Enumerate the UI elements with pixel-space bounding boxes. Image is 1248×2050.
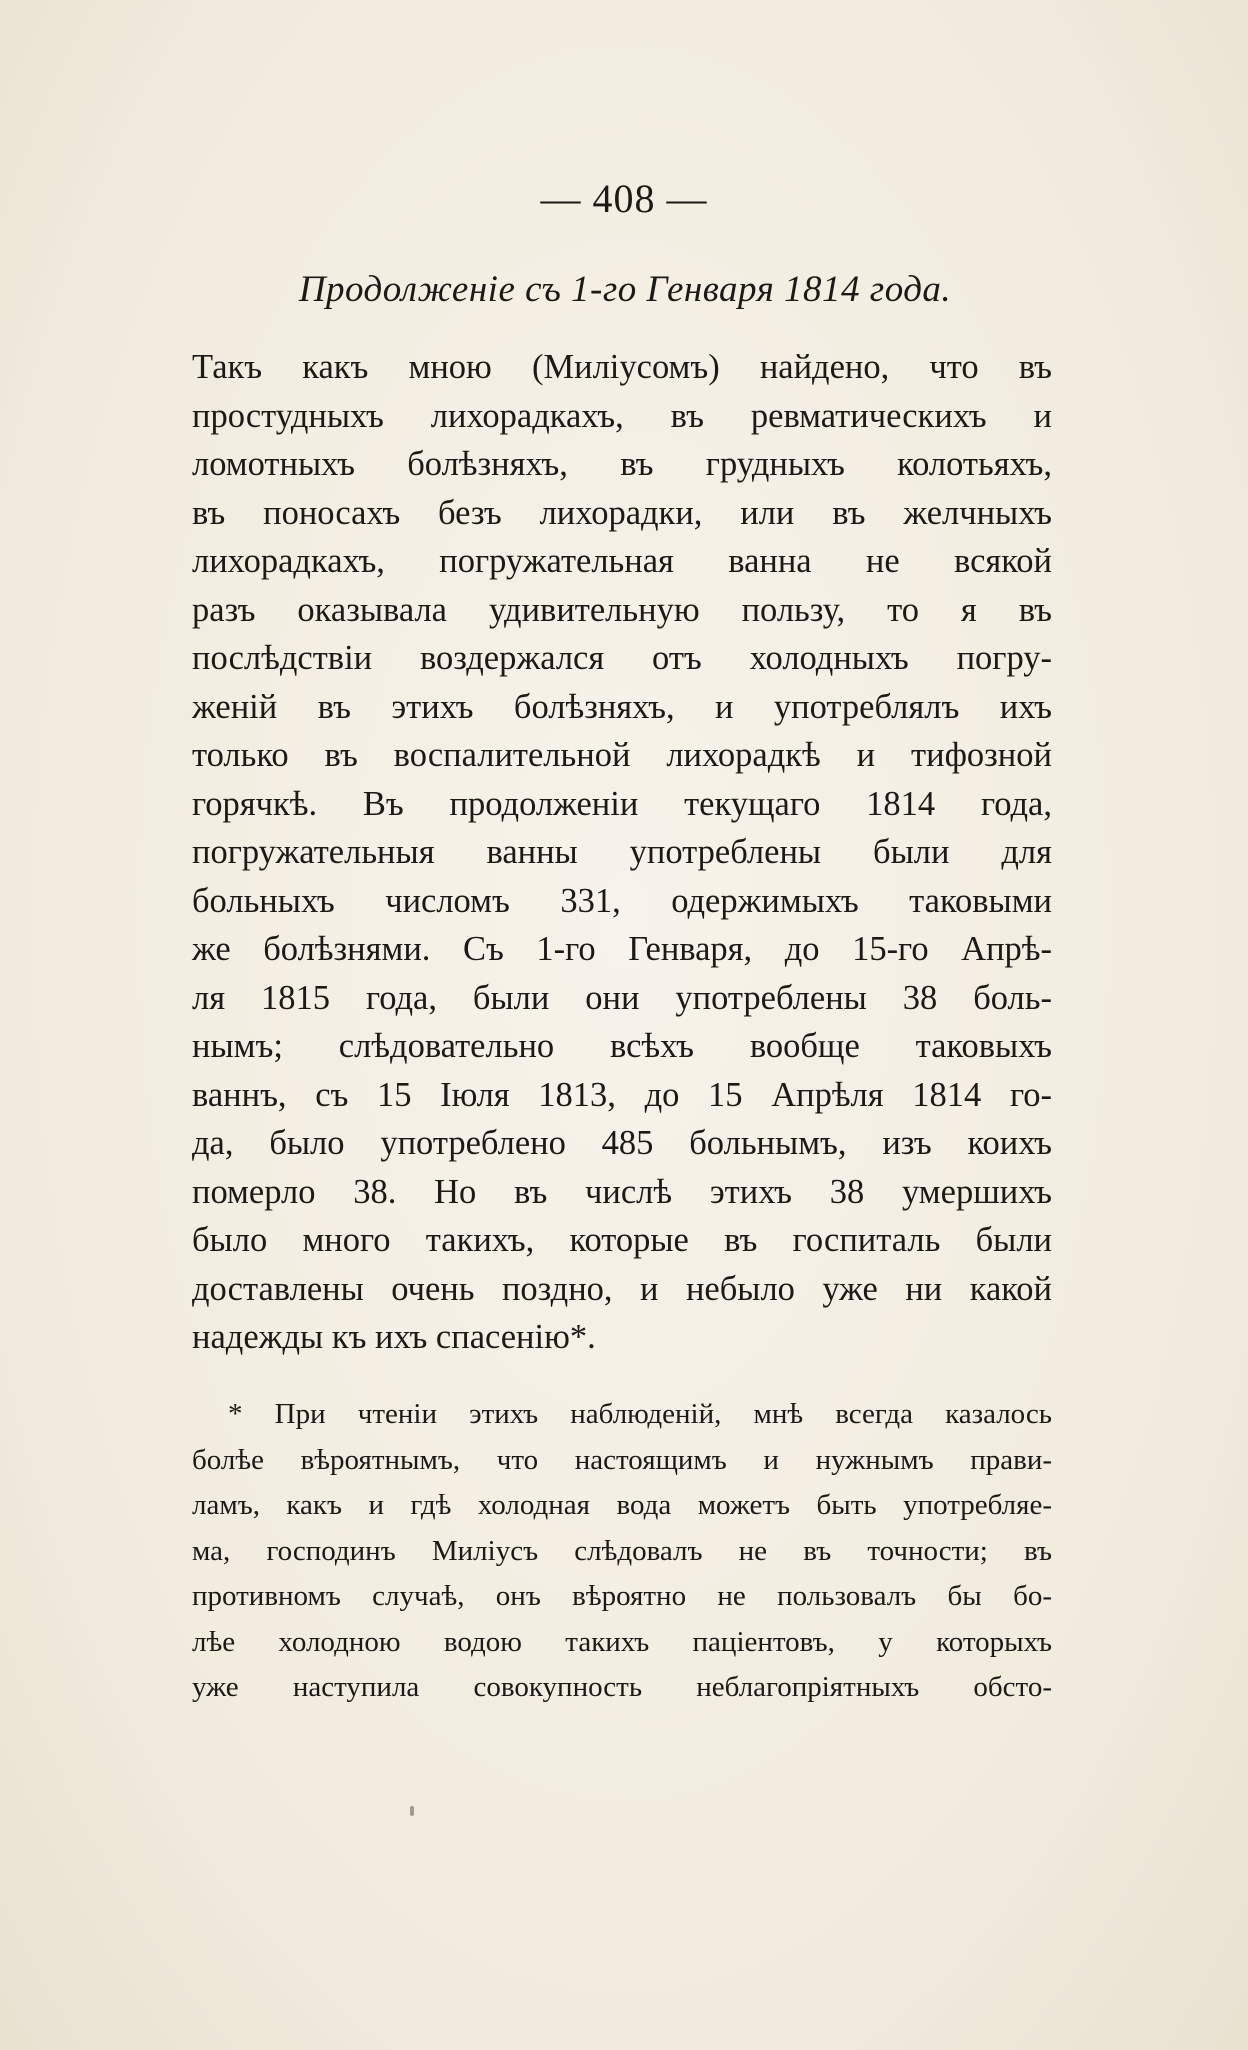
text-line: больныхъ числомъ 331, одержимыхъ таковыми	[192, 881, 1052, 920]
text-line: ля 1815 года, были они употреблены 38 боль-	[192, 978, 1052, 1017]
text-line: да, было употреблено 485 больнымъ, изъ коихъ	[192, 1124, 1052, 1162]
footnote-line: ламъ, какъ и гдѣ холодная вода можетъ быть употребляе-	[192, 1489, 1052, 1521]
footnote-line: лѣе холодною водою такихъ пацiентовъ, у которыхъ	[192, 1625, 1052, 1658]
text-line: въ поносахъ безъ лихорадки, или въ желчныхъ	[192, 493, 1052, 532]
text-line: нымъ; слѣдовательно всѣхъ вообще таковыхъ	[192, 1027, 1052, 1065]
footnote-block	[192, 1392, 1052, 1711]
text-line: женій въ этихъ болѣзняхъ, и употреблялъ ихъ	[192, 687, 1052, 726]
text-line: простудныхъ лихорадкахъ, въ ревматическихъ и	[192, 396, 1052, 435]
paper-speck	[410, 1806, 414, 1816]
text-line: только въ воспалительной лихорадкѣ и тифозной	[192, 736, 1052, 774]
text-line: доставлены очень поздно, и небыло уже ни какой	[192, 1269, 1052, 1308]
footnote-line: * При чтеніи этихъ наблюденій, мнѣ всегда казалось	[228, 1398, 1052, 1430]
page-number: — 408 —	[540, 176, 708, 221]
text-line: Такъ какъ мною (Миліусомъ) найдено, что въ	[192, 348, 1052, 386]
text-line: ваннъ, съ 15 Іюля 1813, до 15 Апрѣля 1814 го-	[192, 1075, 1052, 1114]
text-line: лихорадкахъ, погружательная ванна не всякой	[192, 542, 1052, 580]
footnote-line: болѣе вѣроятнымъ, что настоящимъ и нужнымъ прави-	[192, 1443, 1052, 1476]
section-title: Продолженіе съ 1-го Генваря 1814 года.	[298, 269, 952, 310]
text-line: же болѣзнями. Съ 1-го Генваря, до 15-го Апрѣ-	[192, 930, 1052, 968]
text-line: ломотныхъ болѣзняхъ, въ грудныхъ колотьяхъ,	[192, 445, 1052, 483]
footnote-line: уже наступила совокупность неблагопріятныхъ обсто-	[192, 1671, 1052, 1703]
text-line: померло 38. Но въ числѣ этихъ 38 умершихъ	[192, 1172, 1052, 1211]
main-text-block	[192, 343, 1052, 1362]
footnote-line: противномъ случаѣ, онъ вѣроятно не пользовалъ бы бо-	[192, 1580, 1052, 1612]
text-line: погружательныя ванны употреблены были для	[192, 833, 1052, 871]
text-line: послѣдствіи воздержался отъ холодныхъ погру-	[192, 639, 1052, 677]
text-line: было много такихъ, которые въ госпиталь были	[192, 1221, 1052, 1259]
footnote-line: ма, господинъ Миліусъ слѣдовалъ не въ точности; въ	[192, 1534, 1052, 1567]
text-line: горячкѣ. Въ продолженіи текущаго 1814 года,	[192, 784, 1052, 823]
text-line: разъ оказывала удивительную пользу, то я въ	[192, 590, 1052, 629]
text-line: надежды къ ихъ спасенію*.	[192, 1318, 596, 1356]
